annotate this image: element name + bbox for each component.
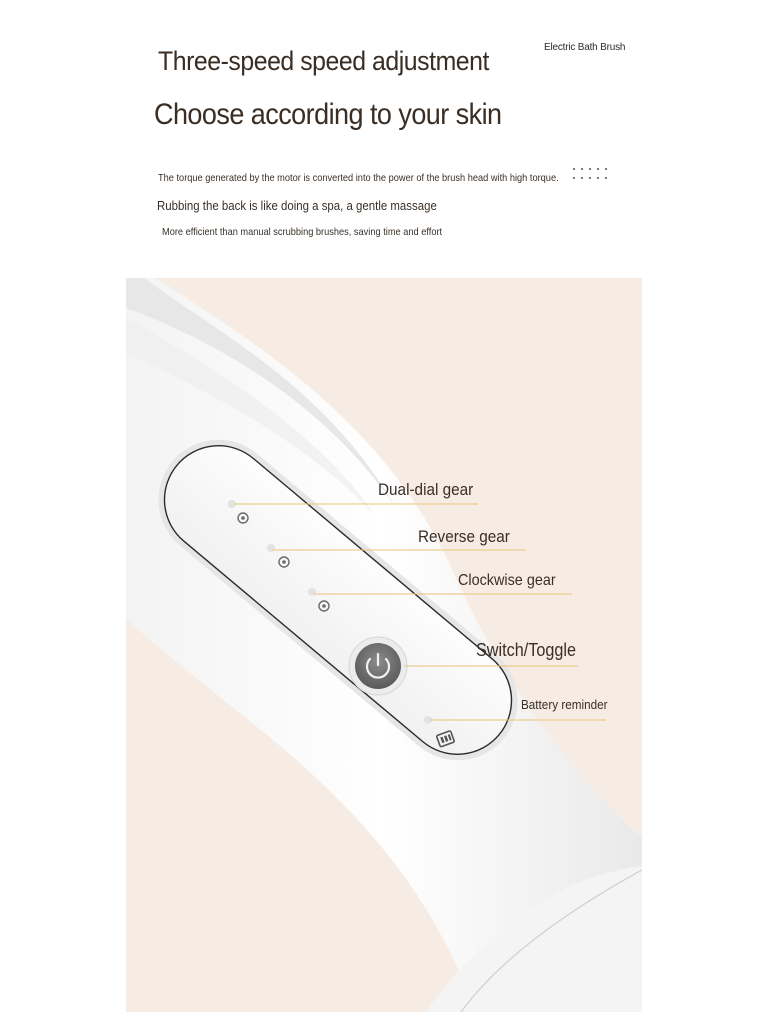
callout-clockwise-gear: Clockwise gear (458, 572, 556, 589)
callout-dual-dial-gear: Dual-dial gear (378, 480, 474, 499)
power-button[interactable] (349, 637, 407, 695)
page-subtitle: Choose according to your skin (154, 98, 502, 131)
description-line-3: More efficient than manual scrubbing brushes, saving time and effort (162, 226, 443, 238)
callout-battery-reminder: Battery reminder (521, 697, 608, 712)
description-line-2: Rubbing the back is like doing a spa, a gentle massage (157, 198, 437, 213)
callout-switch-toggle: Switch/Toggle (476, 640, 576, 660)
decorative-dots (572, 167, 612, 183)
brand-name: Electric Bath Brush (544, 42, 626, 53)
description-line-1: The torque generated by the motor is converted into the power of the brush head with high torque. (158, 172, 559, 184)
page-title: Three-speed speed adjustment (158, 46, 489, 76)
callout-reverse-gear: Reverse gear (418, 527, 510, 546)
